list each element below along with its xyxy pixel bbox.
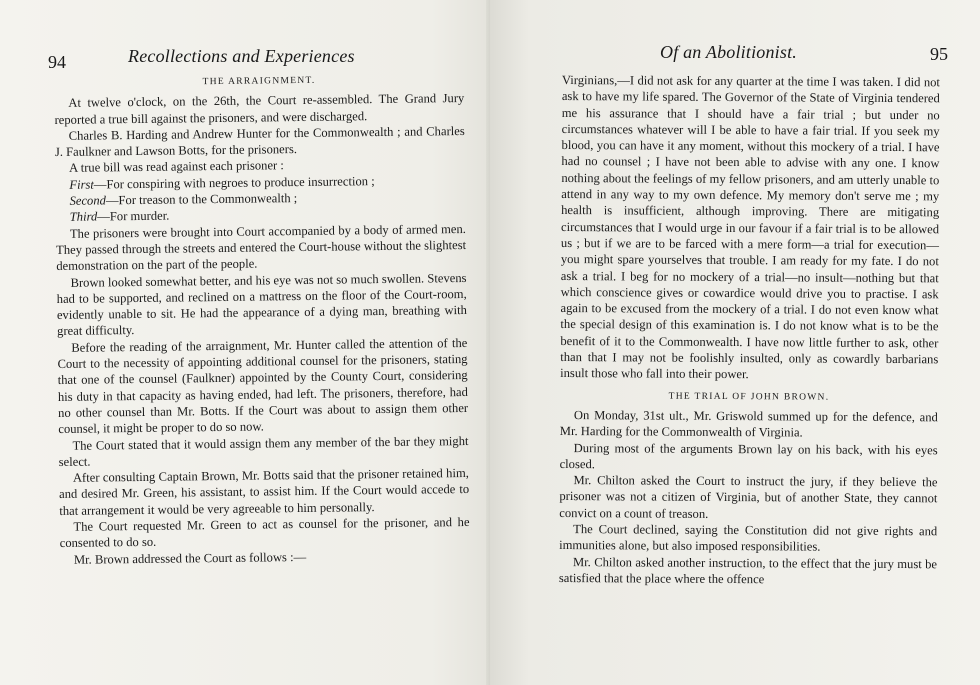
- paragraph: Virginians,—I did not ask for any quarter at the time I was taken. I did not ask to have my life spared. The Governor of the State of Virginia tendered me his assurance that I should have a fair trial ; but under no circumstances whatever will I be able to have a fair trial. If you seek my blood, you can have it any moment, without this mockery of a trial. I have had no counsel ; I have not been able to advise with any one. I know nothing about the feelings of my fellow prisoners, and am utterly unable to attend in any way to my own defence. My memory don't serve me ; my health is insufficient, although improving. There are mitigating circumstances that I would urge in our favour if a fair trial is to be allowed us ; but if we are to be farced with a mere form—a trial for execution—you might spare yourselves that trouble. I am ready for my fate. I do not ask a trial. I beg for no mockery of a trial—no insult—nothing but that which conscience gives or cowardice would drive you to practise. I ask again to be excused from the mockery of a trial. I do not even know what the special design of this examination is. I do not know what is to be the benefit of it to the Commonwealth. I have now little further to ask, other than that I may not be foolishly insulted, only as cowardly barbarians insult those who fall into their power.: [560, 72, 940, 382]
- paragraph: After consulting Captain Brown, Mr. Botts said that the prisoner retained him, and desired Mr. Green, his assistant, to assist him. If the Court would accede to that arrangement it would be very agreeable to him personally.: [59, 466, 470, 518]
- running-title: Recollections and Experiences: [128, 46, 355, 66]
- section-heading: THE TRIAL OF JOHN BROWN.: [668, 391, 830, 403]
- charge-ordinal: Second: [69, 193, 106, 208]
- right-page: [490, 0, 980, 685]
- paragraph: The prisoners were brought into Court accompanied by a body of armed men. They passed through the streets and entered the Court-house without the slightest demonstration on the part of the people.: [56, 221, 467, 274]
- paragraph: Mr. Chilton asked another instruction, to the effect that the jury must be satisfied that the place where the offence: [558, 554, 938, 587]
- paragraph: Mr. Brown addressed the Court as follows :—: [73, 549, 307, 567]
- paragraph: During most of the arguments Brown lay on his back, with his eyes closed.: [559, 440, 938, 472]
- paragraph: On Monday, 31st ult., Mr. Griswold summed up for the defence, and Mr. Harding for the Commonwealth of Virginia.: [559, 408, 938, 440]
- charge-ordinal: First: [69, 177, 94, 192]
- left-running-head: [48, 40, 464, 72]
- paragraph: Before the reading of the arraignment, Mr. Hunter called the attention of the Court to the necessity of appointing additional counsel for the prisoners, stating that one of the counsel (Faulkner) appointed by the County Court, considering his duty in that capacity as having ended, had left. The prisoners, therefore, had no other counsel than Mr. Botts. If the Court was about to assign them other counsel, it might be proper to do so now.: [57, 335, 469, 437]
- paragraph: The Court declined, saying the Constitution did not give rights and immunities alone, but also imposed responsibilities.: [559, 522, 938, 554]
- left-body-text: [54, 71, 470, 568]
- running-title: Of an Abolitionist.: [660, 42, 797, 62]
- paragraph: Brown looked somewhat better, and his eye was not so much swollen. Stevens had to be supported, and reclined on a mattress on the floor of the Court-room, evidently unable to sit. He had the appearance of a dying man, breathing with great difficulty.: [56, 270, 467, 339]
- section-heading: THE ARRAIGNMENT.: [202, 75, 316, 88]
- paragraph: A true bill was read against each prisoner :: [69, 158, 284, 176]
- charge-text: —For conspiring with negroes to produce insurrection ;: [93, 173, 375, 192]
- page-number: 95: [930, 44, 948, 64]
- page-number: 94: [48, 52, 66, 72]
- paragraph: The Court stated that it would assign them any member of the bar they might select.: [58, 433, 469, 469]
- paragraph: At twelve o'clock, on the 26th, the Court re-assembled. The Grand Jury reported a true bill against the prisoners, and were discharged.: [54, 91, 465, 127]
- right-body-text: [559, 72, 940, 589]
- paragraph: The Court requested Mr. Green to act as counsel for the prisoner, and he consented to do so.: [59, 514, 470, 551]
- right-running-head: [562, 40, 948, 66]
- paragraph: Charles B. Harding and Andrew Hunter for the Commonwealth ; and Charles J. Faulkner and Lawson Botts, for the prisoners.: [54, 123, 465, 160]
- charge-text: —For murder.: [97, 208, 170, 224]
- charge-text: —For treason to the Commonwealth ;: [105, 191, 298, 208]
- paragraph: Mr. Chilton asked the Court to instruct the jury, if they believe the prisoner was not a citizen of Virginia, but of another State, they cannot convict on a count of treason.: [559, 473, 938, 521]
- charge-ordinal: Third: [69, 209, 98, 225]
